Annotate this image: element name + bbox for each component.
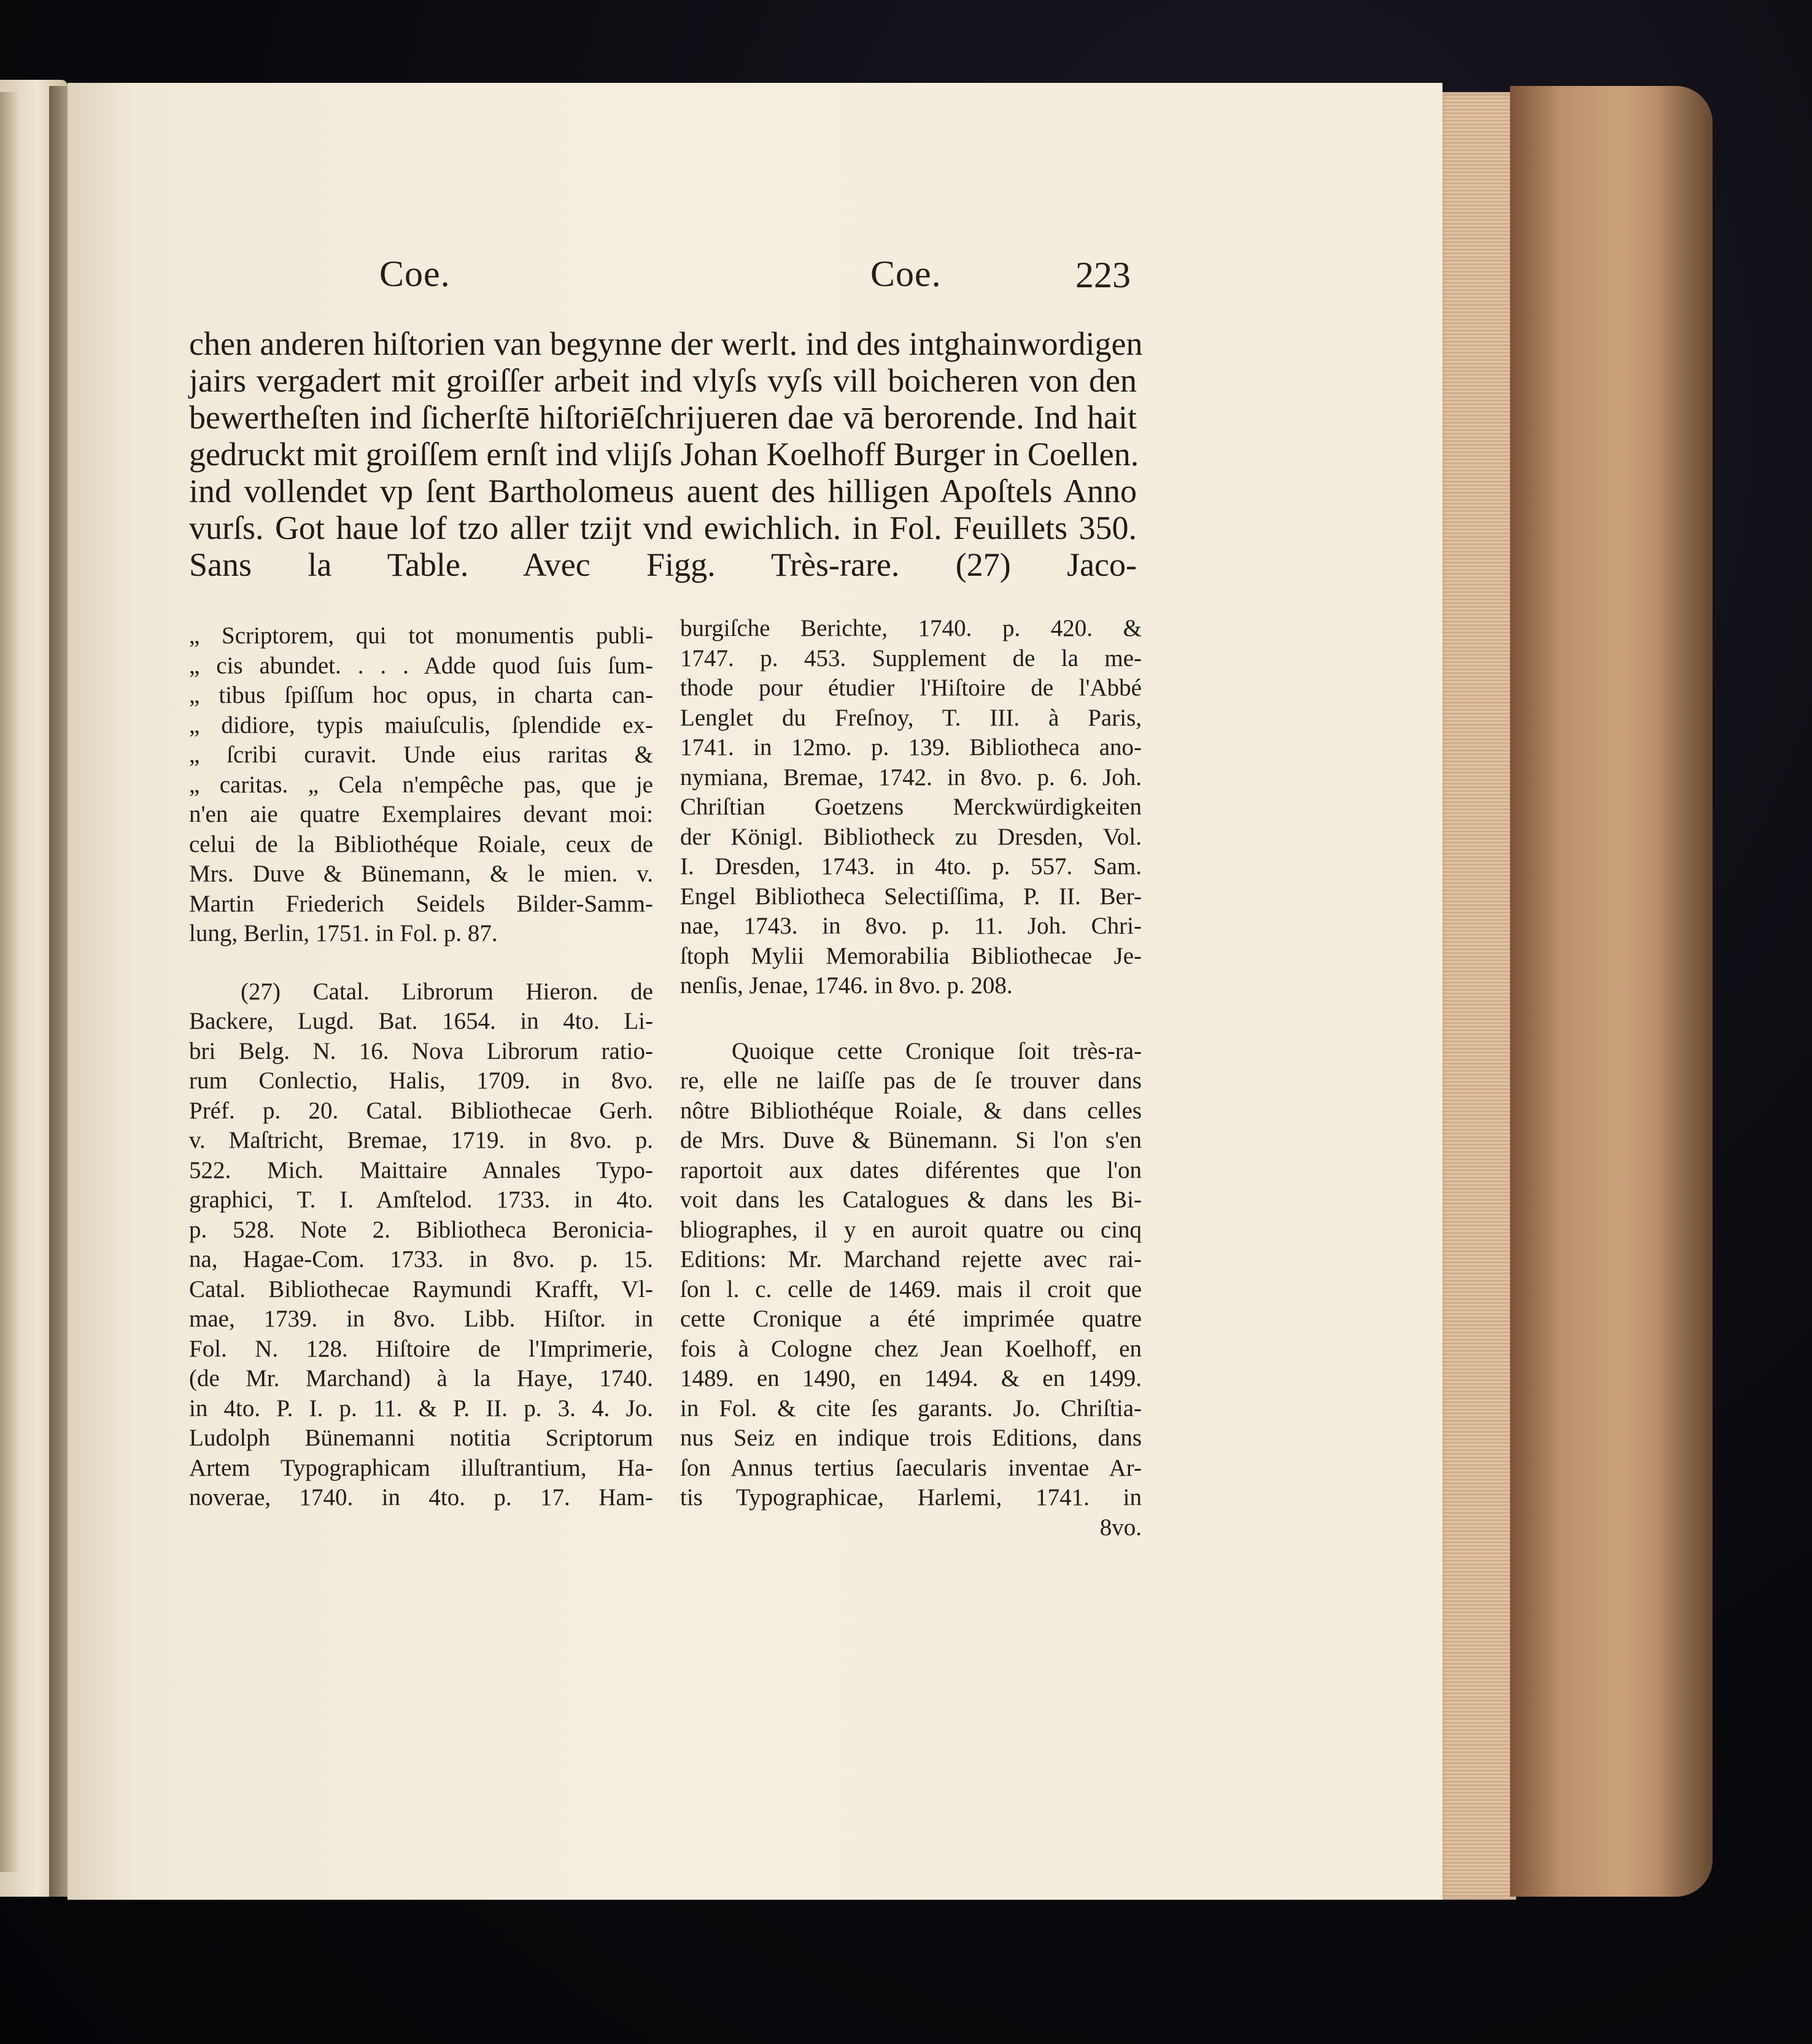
text-line: „ caritas. „ Cela n'empêche pas, que je bbox=[189, 771, 653, 798]
title-line: ind vollendet vp ſent Bartholomeus auent des hilligen Apoſtels Anno bbox=[189, 473, 1137, 509]
text-line: fois à Cologne chez Jean Koelhoff, en bbox=[680, 1335, 1142, 1362]
text-line: nenſis, Jenae, 1746. in 8vo. p. 208. bbox=[680, 972, 1013, 999]
text-line: 1741. in 12mo. p. 139. Bibliotheca ano- bbox=[680, 734, 1142, 761]
title-line: Sans la Table. Avec Figg. Très-rare. (27) Jaco- bbox=[189, 546, 1137, 583]
book-cover-shade bbox=[1657, 86, 1713, 1897]
text-line: p. 528. Note 2. Bibliotheca Beronicia- bbox=[189, 1216, 653, 1243]
running-head-left: Coe. bbox=[379, 254, 451, 294]
text-line: bliographes, il y en auroit quatre ou cinq bbox=[680, 1216, 1142, 1243]
text-line: Chriſtian Goetzens Merckwürdigkeiten bbox=[680, 794, 1142, 820]
text-line: Quoique cette Cronique ſoit très-ra- bbox=[732, 1037, 1142, 1064]
footnote-27 bbox=[189, 977, 653, 1513]
quote-block bbox=[189, 621, 653, 949]
text-line: raportoit aux dates diférentes que l'on bbox=[680, 1156, 1142, 1183]
title-line: bewertheſten ind ſicherſtē hiſtoriēſchrijueren dae vā berorende. Ind hait bbox=[189, 399, 1137, 436]
text-line: Backere, Lugd. Bat. 1654. in 4to. Li- bbox=[189, 1008, 653, 1034]
page-block-edge bbox=[1436, 92, 1516, 1900]
text-line: graphici, T. I. Amſtelod. 1733. in 4to. bbox=[189, 1187, 653, 1213]
title-line: vurſs. Got haue lof tzo aller tzijt vnd ewichlich. in Fol. Feuillets 350. bbox=[189, 509, 1137, 546]
text-line: Artem Typographicam illuſtrantium, Ha- bbox=[189, 1454, 653, 1481]
text-line: der Königl. Bibliotheck zu Dresden, Vol. bbox=[680, 823, 1142, 850]
text-line: re, elle ne laiſſe pas de ſe trouver dans bbox=[680, 1067, 1142, 1094]
facing-page-shadow bbox=[0, 92, 18, 1872]
text-line: n'en aie quatre Exemplaires devant moi: bbox=[189, 801, 653, 827]
text-line: 522. Mich. Maittaire Annales Typo- bbox=[189, 1156, 653, 1183]
text-line: mae, 1739. in 8vo. Libb. Hiſtor. in bbox=[189, 1306, 653, 1332]
text-line: rum Conlectio, Halis, 1709. in 8vo. bbox=[189, 1067, 653, 1094]
text-line: tis Typographicae, Harlemi, 1741. in bbox=[680, 1484, 1142, 1511]
text-line: Ludolph Bünemanni notitia Scriptorum bbox=[189, 1425, 653, 1451]
title-line: gedruckt mit groiſſem ernſt ind vlijſs Johan Koelhoff Burger in Coellen. bbox=[189, 436, 1139, 473]
text-line: na, Hagae-Com. 1733. in 8vo. p. 15. bbox=[189, 1246, 653, 1272]
text-line: ſon Annus tertius ſaecularis inventae Ar- bbox=[680, 1454, 1142, 1481]
text-line: „ cis abundet. . . . Adde quod ſuis ſum- bbox=[189, 652, 653, 679]
text-line: de Mrs. Duve & Bünemann. Si l'on s'en bbox=[680, 1127, 1142, 1153]
text-line: I. Dresden, 1743. in 4to. p. 557. Sam. bbox=[680, 853, 1142, 880]
text-line: voit dans les Catalogues & dans les Bi- bbox=[680, 1187, 1142, 1213]
text-line: ſon l. c. celle de 1469. mais il croit que bbox=[680, 1276, 1142, 1303]
page-number: 223 bbox=[1075, 255, 1131, 295]
text-line: nae, 1743. in 8vo. p. 11. Joh. Chri- bbox=[680, 913, 1142, 939]
text-line: nôtre Bibliothéque Roiale, & dans celles bbox=[680, 1097, 1142, 1124]
text-line: thode pour étudier l'Hiſtoire de l'Abbé bbox=[680, 675, 1142, 701]
text-line: (27) Catal. Librorum Hieron. de bbox=[241, 978, 653, 1005]
text-line: ſtoph Mylii Memorabilia Bibliothecae Je- bbox=[680, 942, 1142, 969]
catchword: 8vo. bbox=[1099, 1514, 1142, 1541]
footnote-27-continued bbox=[680, 614, 1142, 1001]
text-line: „ didiore, typis maiuſculis, ſplendide ex- bbox=[189, 711, 653, 738]
text-line: „ ſcribi curavit. Unde eius raritas & bbox=[189, 741, 653, 768]
text-line: „ Scriptorem, qui tot monumentis publi- bbox=[189, 622, 653, 649]
title-line: chen anderen hiſtorien van begynne der werlt. ind des intghainwordigen bbox=[189, 325, 1143, 362]
text-line: celui de la Bibliothéque Roiale, ceux de bbox=[189, 830, 653, 857]
text-line: Mrs. Duve & Bünemann, & le mien. v. bbox=[189, 861, 653, 887]
text-line: cette Cronique a été imprimée quatre bbox=[680, 1306, 1142, 1332]
text-line: in Fol. & cite ſes garants. Jo. Chriſtia- bbox=[680, 1395, 1142, 1422]
text-line: 1747. p. 453. Supplement de la me- bbox=[680, 645, 1142, 672]
right-column bbox=[680, 614, 1142, 1543]
running-head-right: Coe. bbox=[870, 254, 942, 294]
text-line: v. Maſtricht, Bremae, 1719. in 8vo. p. bbox=[189, 1127, 653, 1153]
title-line: jairs vergadert mit groiſſer arbeit ind vlyſs vyſs vill boicheren von den bbox=[189, 362, 1137, 399]
text-line: in 4to. P. I. p. 11. & P. II. p. 3. 4. Jo. bbox=[189, 1395, 653, 1422]
text-line: burgiſche Berichte, 1740. p. 420. & bbox=[680, 615, 1142, 641]
text-line: Lenglet du Freſnoy, T. III. à Paris, bbox=[680, 704, 1142, 731]
text-line: Martin Friederich Seidels Bilder-Samm- bbox=[189, 890, 653, 917]
text-line: lung, Berlin, 1751. in Fol. p. 87. bbox=[189, 920, 498, 947]
title-block bbox=[189, 325, 1143, 583]
text-line: Editions: Mr. Marchand rejette avec rai- bbox=[680, 1246, 1142, 1272]
text-line: Fol. N. 128. Hiſtoire de l'Imprimerie, bbox=[189, 1335, 653, 1362]
left-column bbox=[189, 621, 653, 1513]
text-line: Engel Bibliotheca Selectiſſima, P. II. Ber- bbox=[680, 883, 1142, 910]
text-line: 1489. en 1490, en 1494. & en 1499. bbox=[680, 1365, 1142, 1392]
commentary-paragraph bbox=[680, 1037, 1142, 1543]
text-line: nus Seiz en indique trois Editions, dans bbox=[680, 1425, 1142, 1451]
text-line: (de Mr. Marchand) à la Haye, 1740. bbox=[189, 1365, 653, 1392]
text-line: noverae, 1740. in 4to. p. 17. Ham- bbox=[189, 1484, 653, 1511]
text-line: Préf. p. 20. Catal. Bibliothecae Gerh. bbox=[189, 1097, 653, 1124]
text-line: nymiana, Bremae, 1742. in 8vo. p. 6. Joh. bbox=[680, 764, 1142, 791]
text-line: „ tibus ſpiſſum hoc opus, in charta can- bbox=[189, 682, 653, 708]
text-line: bri Belg. N. 16. Nova Librorum ratio- bbox=[189, 1037, 653, 1064]
text-line: Catal. Bibliothecae Raymundi Krafft, Vl- bbox=[189, 1276, 653, 1303]
